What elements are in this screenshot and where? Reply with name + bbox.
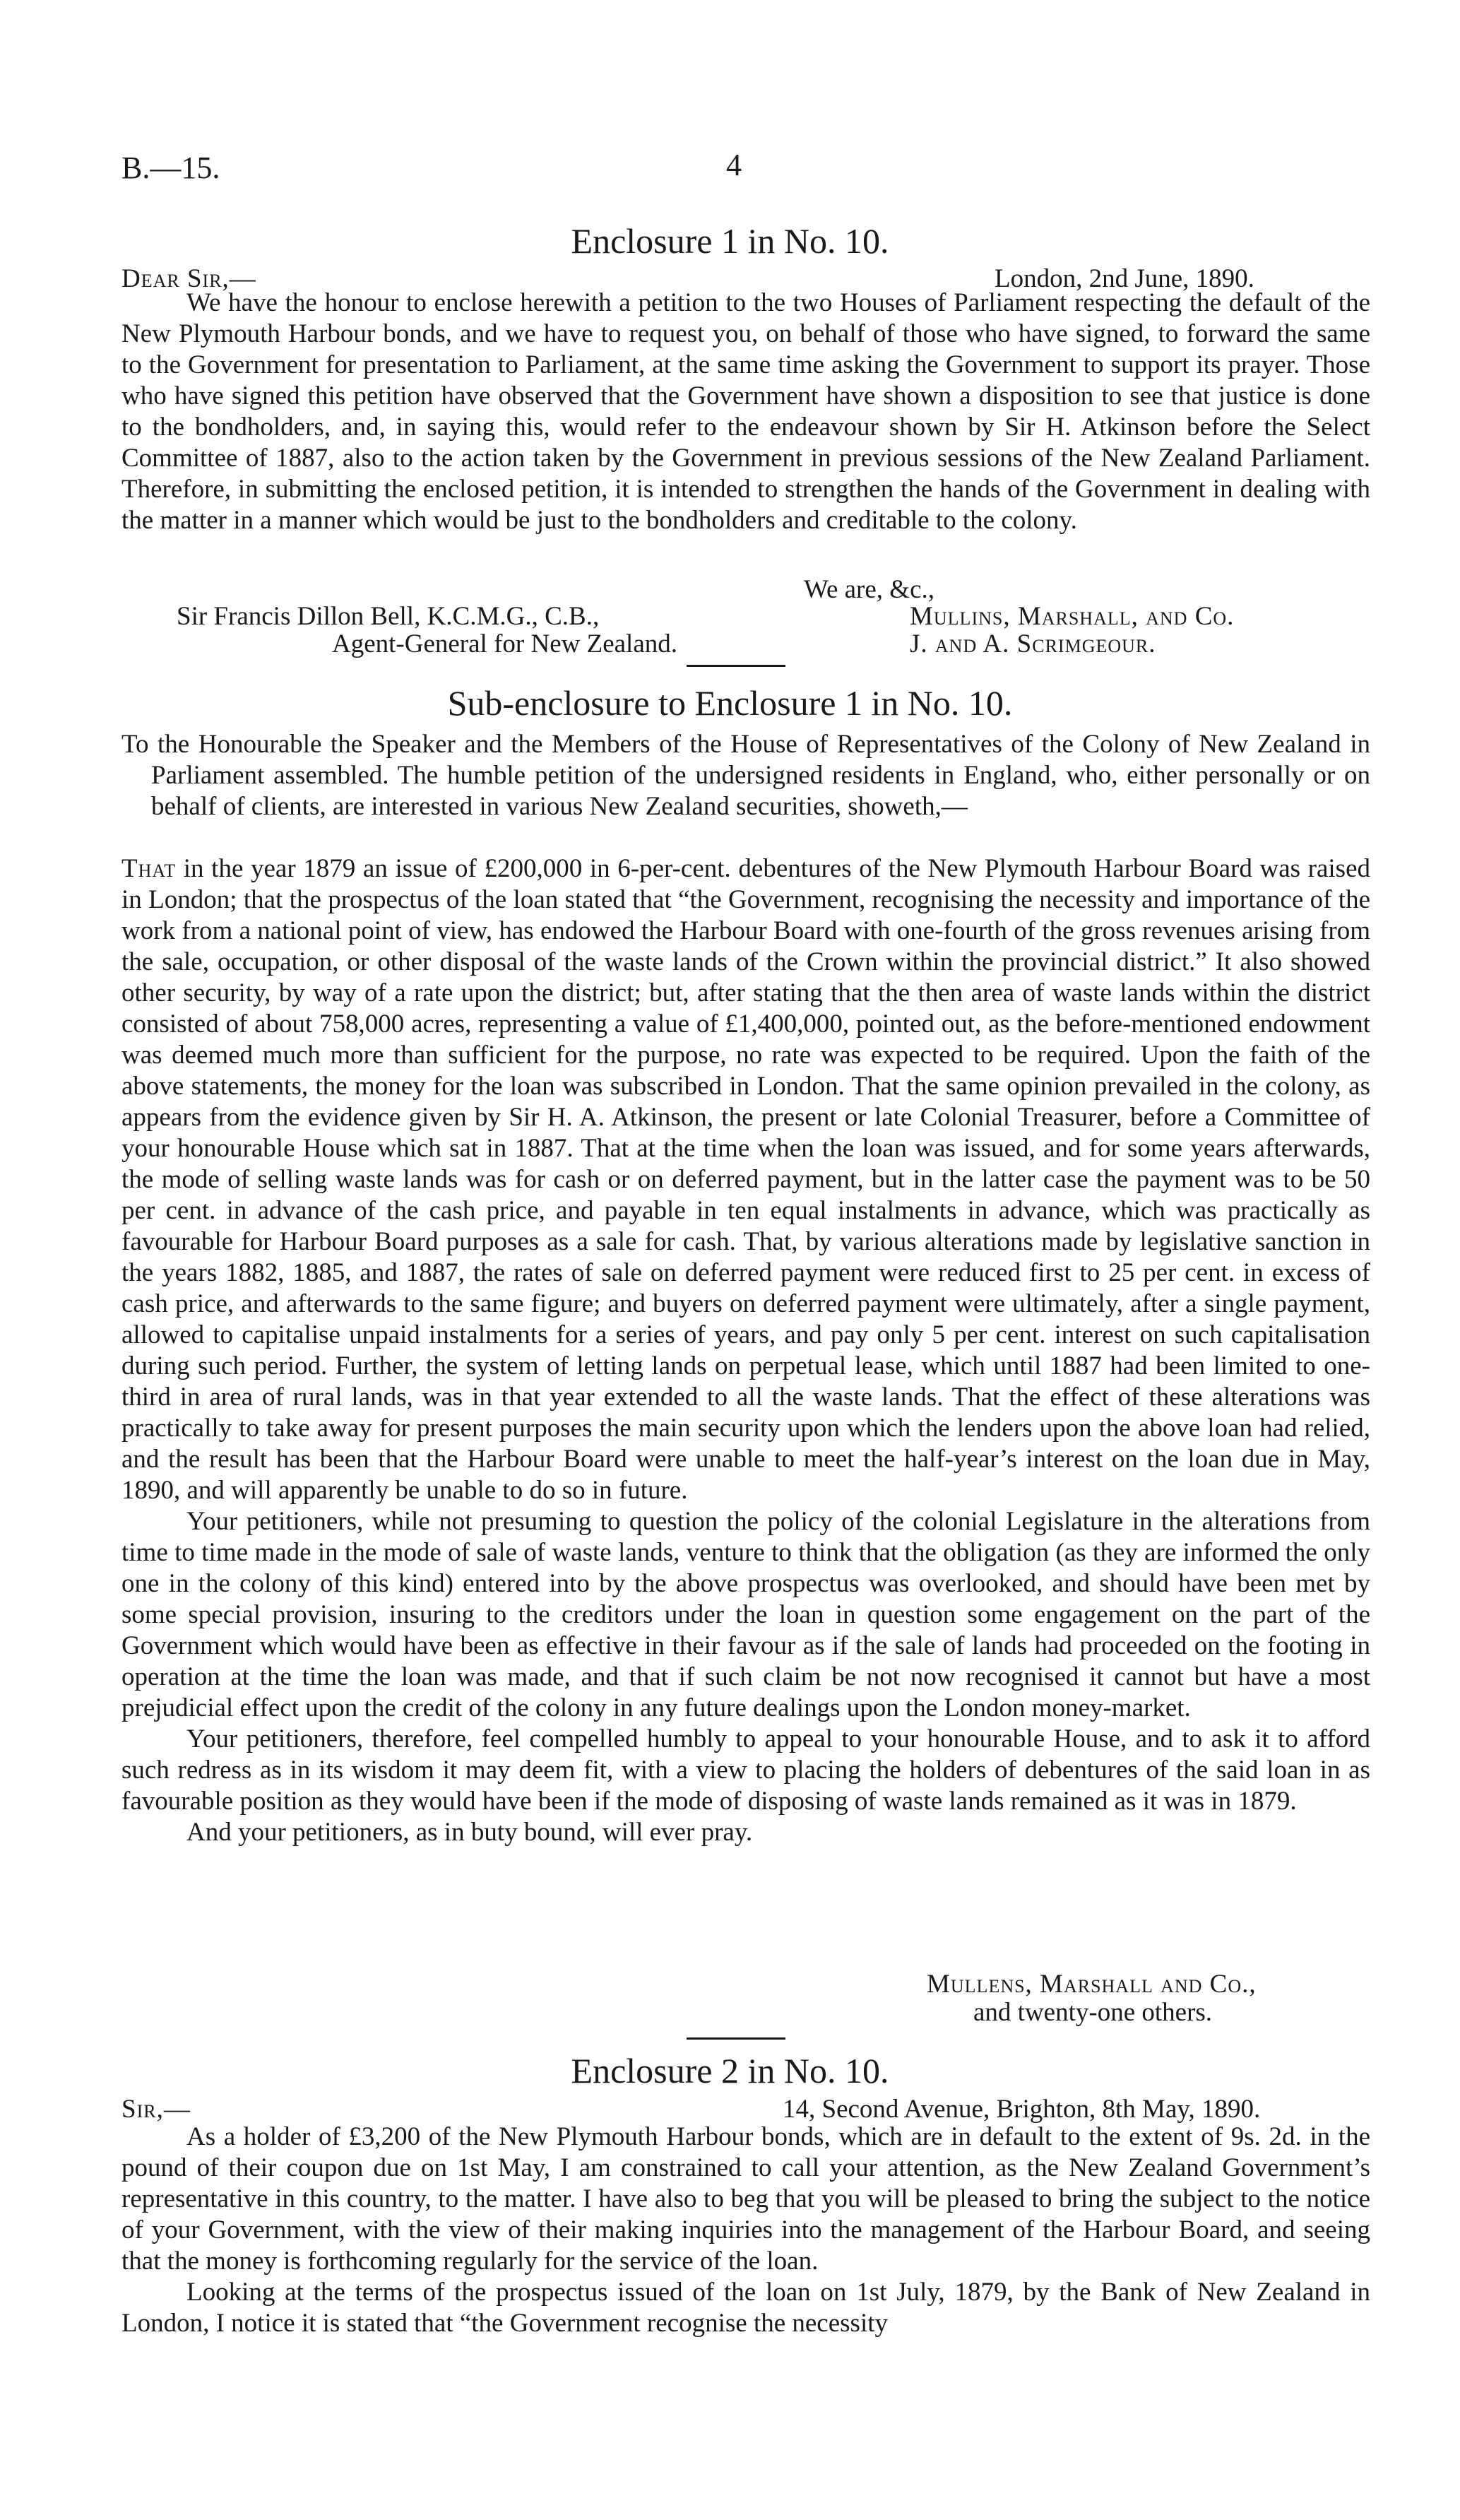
enclosure-2-paragraph-1: As a holder of £3,200 of the New Plymouth Harbour bonds, which are in default to the extent of 9s. 2d. in the pound of their coupon due on 1st May, I am constrained to call your attention, as the New Zealand Government’s representative in this country, to the matter. I have also to beg that you will be pleased to bring the subject to the notice of your Government, with the view of their making inquiries into the management of the Harbour Board, and seeing that the money is forthcoming regularly for the service of the loan.	[121, 2122, 1370, 2276]
enclosure-1-closing: We are, &c.,	[804, 575, 934, 604]
enclosure-2-salutation: Sir,—	[121, 2095, 191, 2124]
petition-paragraph-3: Your petitioners, therefore, feel compelled humbly to appeal to your honourable House, and to ask it to afford such redress as in its wisdom it may deem fit, with a view to placing the holders of debentures of the said loan in as favourable position as they would have been if the mode of disposing of waste lands remained as it was in 1879.	[121, 1725, 1370, 1816]
enclosure-1-salutation: Dear Sir,—	[121, 264, 256, 293]
enclosure-1-heading: Enclosure 1 in No. 10.	[571, 221, 889, 261]
enclosure-1-addressee-name: Sir Francis Dillon Bell, K.C.M.G., C.B.,	[177, 602, 600, 631]
petition-paragraph-1: That in the year 1879 an issue of £200,000 in 6-per-cent. debentures of the New Plymouth Harbour Board was raised in London; that the prospectus of the loan stated that “the Government, recognising the necessity and importance of the work from a national point of view, has endowed the Harbour Board with one-fourth of the gross revenues arising from the sale, occupation, or other disposal of the waste lands of the Crown within the provincial district.” It also showed other security, by way of a rate upon the district; but, after stating that the then area of waste lands within the district consisted of about 758,000 acres, representing a value of £1,400,000, pointed out, as the before-mentioned endowment was deemed much more than sufficient for the purpose, no rate was expected to be required. Upon the faith of the above statements, the money for the loan was subscribed in London. That the same opinion prevailed in the colony, as appears from the evidence given by Sir H. A. Atkinson, the present or late Colonial Treasurer, before a Committee of your honourable House which sat in 1887. That at the time when the loan was issued, and for some years afterwards, the mode of selling waste lands was for cash or on deferred payment, but in the latter case the payment was to be 50 per cent. in advance of the cash price, and payable in ten equal instalments in advance, which was practically as favourable for Harbour Board purposes as a sale for cash. That, by various alterations made by legislative sanction in the years 1882, 1885, and 1887, the rates of sale on deferred payment were reduced first to 25 per cent. in excess of cash price, and afterwards to the same figure; and buyers on deferred payment were ultimately, after a single payment, allowed to capitalise unpaid instalments for a series of years, and pay only 5 per cent. interest on such capitalisation during such period. Further, the system of letting lands on perpetual lease, which until 1887 had been limited to one-third in area of rural lands, was in that year extended to all the waste lands. That the effect of these alterations was practically to take away for present purposes the main security upon which the lenders upon the above loan had relied, and the result has been that the Harbour Board were unable to meet the half-year’s interest on the loan due in May, 1890, and will apparently be unable to do so in future.	[121, 854, 1371, 1505]
page-number: 4	[726, 148, 742, 182]
enclosure-2-paragraph-2: Looking at the terms of the prospectus issued of the loan on 1st July, 1879, by the Bank of New Zealand in London, I notice it is stated that “the Government recognise the necessity	[121, 2278, 1370, 2338]
document-code: B.—15.	[121, 150, 220, 185]
enclosure-2-heading: Enclosure 2 in No. 10.	[571, 2051, 889, 2090]
enclosure-1-place-date: London, 2nd June, 1890.	[995, 264, 1254, 293]
enclosure-1-paragraph: We have the honour to enclose herewith a petition to the two Houses of Parliament respecting the default of the New Plymouth Harbour bonds, and we have to request you, on behalf of those who have signed, to forward the same to the Government for presentation to Parliament, at the same time asking the Government to support its prayer. Those who have signed this petition have observed that the Government have shown a disposition to see that justice is done to the bondholders, and, in saying this, would refer to the endeavour shown by Sir H. Atkinson before the Select Committee of 1887, also to the action taken by the Government in previous sessions of the New Zealand Parliament. Therefore, in submitting the enclosed petition, it is intended to strengthen the hands of the Government in dealing with the matter in a manner which would be just to the bondholders and creditable to the colony.	[121, 288, 1370, 535]
petition-paragraph-4: And your petitioners, as in buty bound, will ever pray.	[186, 1818, 753, 1847]
petition-signer: Mullens, Marshall and Co.,	[927, 1970, 1257, 1999]
enclosure-1-letter-body	[121, 288, 1370, 536]
enclosure-2-place-date: 14, Second Avenue, Brighton, 8th May, 1890.	[783, 2095, 1261, 2124]
petition-paragraph-2: Your petitioners, while not presuming to question the policy of the colonial Legislature in the alterations from time to time made in the mode of sale of waste lands, venture to think that the obligation (as they are informed the only one in the colony of this kind) entered into by the above prospectus was overlooked, and should have been met by some special provision, insuring to the creditors under the loan in question some engagement on the part of the Government which would have been as effective in their favour as if the sale of lands had proceeded on the footing in operation at the time the loan was made, and that if such claim be not now recognised it cannot but have a most prejudicial effect upon the credit of the colony in any future dealings upon the London money-market.	[121, 1507, 1370, 1722]
enclosure-2-letter-body	[121, 2122, 1370, 2339]
enclosure-1-signer-2: J. and A. Scrimgeour.	[910, 629, 1156, 658]
section-divider	[687, 2037, 785, 2040]
petition-body	[121, 853, 1370, 1848]
petition-address: To the Honourable the Speaker and the Members of the House of Representatives of the Colony of New Zealand in Parliament assembled. The humble petition of the undersigned residents in England, who, either personally or on behalf of clients, are interested in various New Zealand securities, showeth,—	[121, 730, 1370, 821]
petition-lead-word: That	[121, 854, 177, 883]
section-divider	[687, 665, 785, 667]
enclosure-1-addressee-title: Agent-General for New Zealand.	[332, 629, 677, 658]
subenclosure-heading: Sub-enclosure to Enclosure 1 in No. 10.	[447, 683, 1013, 723]
enclosure-1-signer-1: Mullins, Marshall, and Co.	[910, 602, 1235, 631]
petition-signer-others: and twenty-one others.	[973, 1998, 1213, 2027]
